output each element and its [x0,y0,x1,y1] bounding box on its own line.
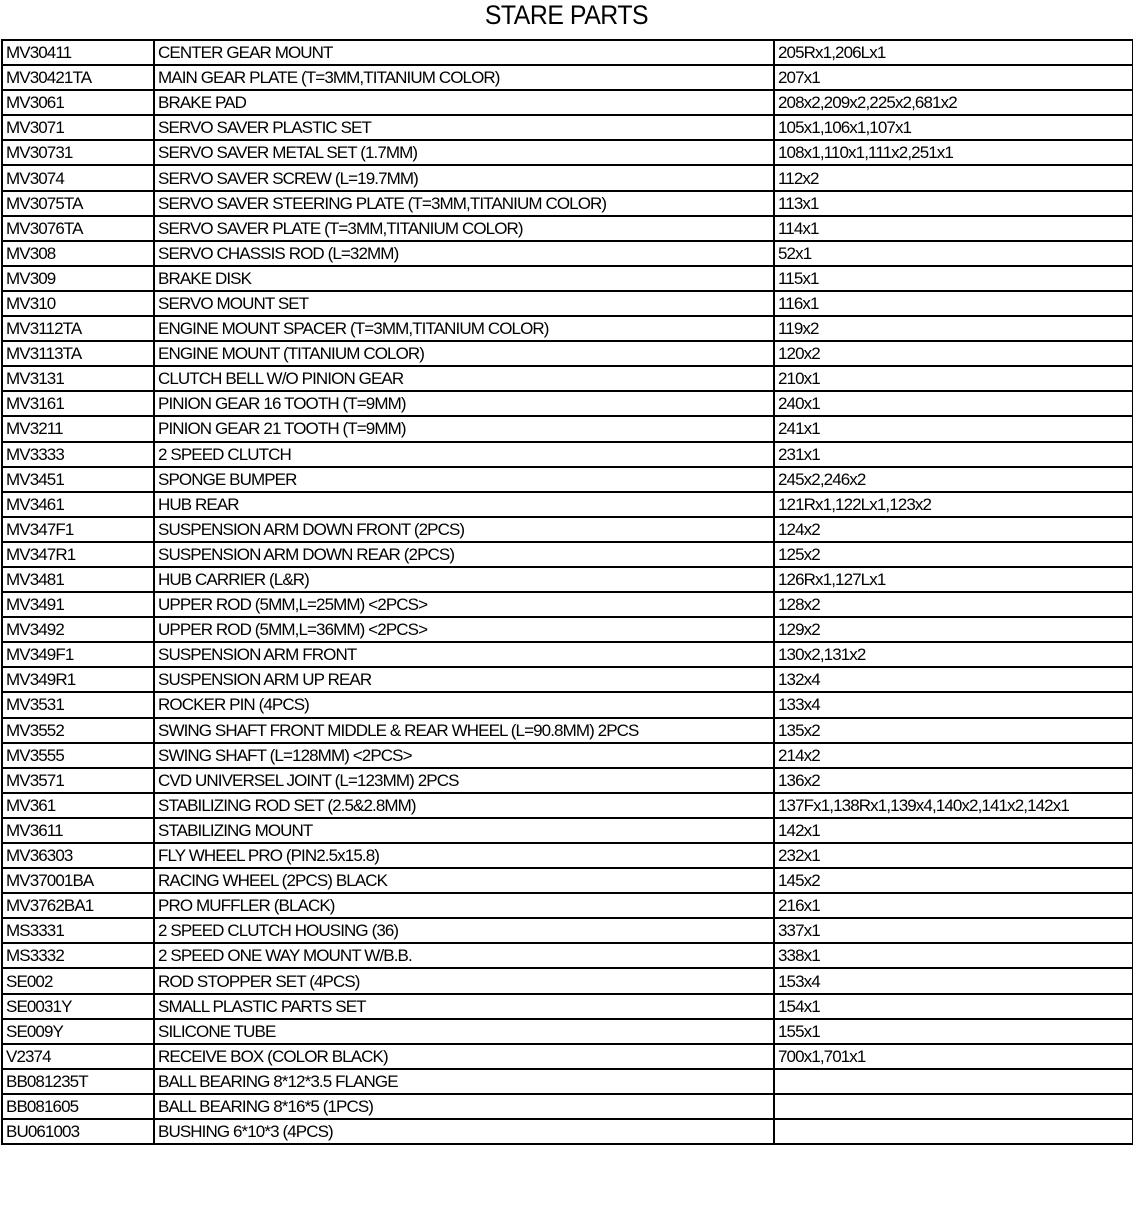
part-number-cell: MV30421TA [2,65,154,90]
reference-quantity-cell: 125x2 [774,542,1133,567]
description-cell: SERVO SAVER PLASTIC SET [154,115,774,140]
table-row [2,391,1133,416]
reference-quantity-cell: 245x2,246x2 [774,467,1133,492]
reference-quantity-cell: 337x1 [774,918,1133,943]
table-row [2,191,1133,216]
part-number-cell: MV3762BA1 [2,893,154,918]
description-cell: SERVO CHASSIS ROD (L=32MM) [154,241,774,266]
part-number-cell: SE0031Y [2,994,154,1019]
reference-quantity-cell: 142x1 [774,818,1133,843]
reference-quantity-cell: 105x1,106x1,107x1 [774,115,1133,140]
table-row [2,40,1133,65]
page-title: STARE PARTS [484,0,649,30]
part-number-cell: MV37001BA [2,868,154,893]
part-number-cell: MV3211 [2,416,154,441]
part-number-cell: MV308 [2,241,154,266]
reference-quantity-cell [774,1069,1133,1094]
description-cell: SUSPENSION ARM FRONT [154,642,774,667]
part-number-cell: MV3611 [2,818,154,843]
description-cell: PRO MUFFLER (BLACK) [154,893,774,918]
description-cell: SERVO SAVER PLATE (T=3MM,TITANIUM COLOR) [154,216,774,241]
part-number-cell: MV349R1 [2,667,154,692]
table-row [2,416,1133,441]
description-cell: STABILIZING ROD SET (2.5&2.8MM) [154,793,774,818]
reference-quantity-cell: 135x2 [774,718,1133,743]
description-cell: ENGINE MOUNT (TITANIUM COLOR) [154,341,774,366]
part-number-cell: MV3571 [2,768,154,793]
description-cell: CENTER GEAR MOUNT [154,40,774,65]
reference-quantity-cell [774,1094,1133,1119]
description-cell: SERVO SAVER METAL SET (1.7MM) [154,140,774,165]
reference-quantity-cell: 155x1 [774,1019,1133,1044]
description-cell: UPPER ROD (5MM,L=36MM) <2PCS> [154,617,774,642]
reference-quantity-cell: 130x2,131x2 [774,642,1133,667]
reference-quantity-cell: 210x1 [774,366,1133,391]
part-number-cell: MV361 [2,793,154,818]
table-row [2,291,1133,316]
table-row [2,893,1133,918]
table-row [2,90,1133,115]
table-row [2,442,1133,467]
part-number-cell: MV3076TA [2,216,154,241]
table-row [2,140,1133,165]
description-cell: 2 SPEED CLUTCH HOUSING (36) [154,918,774,943]
table-row [2,1069,1133,1094]
description-cell: ENGINE MOUNT SPACER (T=3MM,TITANIUM COLOR) [154,316,774,341]
reference-quantity-cell: 232x1 [774,843,1133,868]
reference-quantity-cell: 115x1 [774,266,1133,291]
part-number-cell: MV30731 [2,140,154,165]
part-number-cell: MV3071 [2,115,154,140]
part-number-cell: MV347F1 [2,517,154,542]
part-number-cell: MV3531 [2,692,154,717]
description-cell: SUSPENSION ARM DOWN FRONT (2PCS) [154,517,774,542]
reference-quantity-cell: 113x1 [774,191,1133,216]
table-row [2,366,1133,391]
part-number-cell: MV3333 [2,442,154,467]
description-cell: SERVO SAVER STEERING PLATE (T=3MM,TITANIUM COLOR) [154,191,774,216]
description-cell: STABILIZING MOUNT [154,818,774,843]
reference-quantity-cell [774,1119,1133,1144]
description-cell: MAIN GEAR PLATE (T=3MM,TITANIUM COLOR) [154,65,774,90]
table-row [2,943,1133,968]
table-row [2,968,1133,993]
table-row [2,768,1133,793]
description-cell: SUSPENSION ARM DOWN REAR (2PCS) [154,542,774,567]
description-cell: CVD UNIVERSEL JOINT (L=123MM) 2PCS [154,768,774,793]
part-number-cell: V2374 [2,1044,154,1069]
part-number-cell: MV3552 [2,718,154,743]
description-cell: ROCKER PIN (4PCS) [154,692,774,717]
description-cell: BRAKE DISK [154,266,774,291]
reference-quantity-cell: 132x4 [774,667,1133,692]
table-row [2,341,1133,366]
table-row [2,667,1133,692]
reference-quantity-cell: 126Rx1,127Lx1 [774,567,1133,592]
table-row [2,492,1133,517]
part-number-cell: MV3113TA [2,341,154,366]
table-row [2,642,1133,667]
reference-quantity-cell: 700x1,701x1 [774,1044,1133,1069]
reference-quantity-cell: 120x2 [774,341,1133,366]
reference-quantity-cell: 207x1 [774,65,1133,90]
description-cell: 2 SPEED ONE WAY MOUNT W/B.B. [154,943,774,968]
reference-quantity-cell: 338x1 [774,943,1133,968]
table-body [2,40,1133,1144]
reference-quantity-cell: 136x2 [774,768,1133,793]
table-row [2,994,1133,1019]
table-row [2,818,1133,843]
part-number-cell: MV3492 [2,617,154,642]
reference-quantity-cell: 208x2,209x2,225x2,681x2 [774,90,1133,115]
reference-quantity-cell: 145x2 [774,868,1133,893]
part-number-cell: MV3074 [2,165,154,190]
part-number-cell: BB081235T [2,1069,154,1094]
description-cell: 2 SPEED CLUTCH [154,442,774,467]
table-row [2,718,1133,743]
part-number-cell: MV3491 [2,592,154,617]
reference-quantity-cell: 108x1,110x1,111x2,251x1 [774,140,1133,165]
part-number-cell: MV3075TA [2,191,154,216]
reference-quantity-cell: 114x1 [774,216,1133,241]
table-row [2,517,1133,542]
table-row [2,1094,1133,1119]
description-cell: SWING SHAFT FRONT MIDDLE & REAR WHEEL (L=90.8MM) 2PCS [154,718,774,743]
description-cell: HUB REAR [154,492,774,517]
description-cell: BUSHING 6*10*3 (4PCS) [154,1119,774,1144]
part-number-cell: MV347R1 [2,542,154,567]
description-cell: BRAKE PAD [154,90,774,115]
part-number-cell: MV3131 [2,366,154,391]
description-cell: SILICONE TUBE [154,1019,774,1044]
description-cell: SWING SHAFT (L=128MM) <2PCS> [154,743,774,768]
table-row [2,266,1133,291]
description-cell: BALL BEARING 8*16*5 (1PCS) [154,1094,774,1119]
description-cell: RACING WHEEL (2PCS) BLACK [154,868,774,893]
table-row [2,1019,1133,1044]
reference-quantity-cell: 52x1 [774,241,1133,266]
reference-quantity-cell: 216x1 [774,893,1133,918]
part-number-cell: MV3061 [2,90,154,115]
table-row [2,115,1133,140]
description-cell: FLY WHEEL PRO (PIN2.5x15.8) [154,843,774,868]
reference-quantity-cell: 241x1 [774,416,1133,441]
description-cell: BALL BEARING 8*12*3.5 FLANGE [154,1069,774,1094]
description-cell: CLUTCH BELL W/O PINION GEAR [154,366,774,391]
part-number-cell: MV349F1 [2,642,154,667]
table-row [2,743,1133,768]
table-row [2,241,1133,266]
description-cell: RECEIVE BOX (COLOR BLACK) [154,1044,774,1069]
table-row [2,692,1133,717]
part-number-cell: MV3161 [2,391,154,416]
reference-quantity-cell: 129x2 [774,617,1133,642]
part-number-cell: MV30411 [2,40,154,65]
description-cell: PINION GEAR 21 TOOTH (T=9MM) [154,416,774,441]
table-row [2,617,1133,642]
part-number-cell: MV36303 [2,843,154,868]
reference-quantity-cell: 214x2 [774,743,1133,768]
reference-quantity-cell: 124x2 [774,517,1133,542]
description-cell: UPPER ROD (5MM,L=25MM) <2PCS> [154,592,774,617]
reference-quantity-cell: 133x4 [774,692,1133,717]
description-cell: PINION GEAR 16 TOOTH (T=9MM) [154,391,774,416]
part-number-cell: MV309 [2,266,154,291]
part-number-cell: MV3112TA [2,316,154,341]
table-row [2,542,1133,567]
table-row [2,592,1133,617]
reference-quantity-cell: 153x4 [774,968,1133,993]
table-row [2,467,1133,492]
description-cell: SERVO MOUNT SET [154,291,774,316]
table-row [2,65,1133,90]
reference-quantity-cell: 112x2 [774,165,1133,190]
part-number-cell: MV310 [2,291,154,316]
part-number-cell: BB081605 [2,1094,154,1119]
reference-quantity-cell: 121Rx1,122Lx1,123x2 [774,492,1133,517]
table-row [2,1119,1133,1144]
table-row [2,1044,1133,1069]
description-cell: ROD STOPPER SET (4PCS) [154,968,774,993]
part-number-cell: MV3451 [2,467,154,492]
reference-quantity-cell: 128x2 [774,592,1133,617]
table-row [2,793,1133,818]
part-number-cell: MV3461 [2,492,154,517]
table-row [2,316,1133,341]
part-number-cell: SE009Y [2,1019,154,1044]
reference-quantity-cell: 137Fx1,138Rx1,139x4,140x2,141x2,142x1 [774,793,1133,818]
part-number-cell: MS3332 [2,943,154,968]
reference-quantity-cell: 240x1 [774,391,1133,416]
table-row [2,843,1133,868]
table-row [2,868,1133,893]
table-row [2,918,1133,943]
reference-quantity-cell: 154x1 [774,994,1133,1019]
part-number-cell: SE002 [2,968,154,993]
table-row [2,567,1133,592]
description-cell: SUSPENSION ARM UP REAR [154,667,774,692]
part-number-cell: MV3555 [2,743,154,768]
reference-quantity-cell: 231x1 [774,442,1133,467]
reference-quantity-cell: 119x2 [774,316,1133,341]
table-row [2,165,1133,190]
description-cell: HUB CARRIER (L&R) [154,567,774,592]
part-number-cell: MV3481 [2,567,154,592]
description-cell: SMALL PLASTIC PARTS SET [154,994,774,1019]
reference-quantity-cell: 205Rx1,206Lx1 [774,40,1133,65]
part-number-cell: MS3331 [2,918,154,943]
description-cell: SPONGE BUMPER [154,467,774,492]
table-row [2,216,1133,241]
description-cell: SERVO SAVER SCREW (L=19.7MM) [154,165,774,190]
reference-quantity-cell: 116x1 [774,291,1133,316]
spare-parts-table [1,39,1133,1145]
part-number-cell: BU061003 [2,1119,154,1144]
